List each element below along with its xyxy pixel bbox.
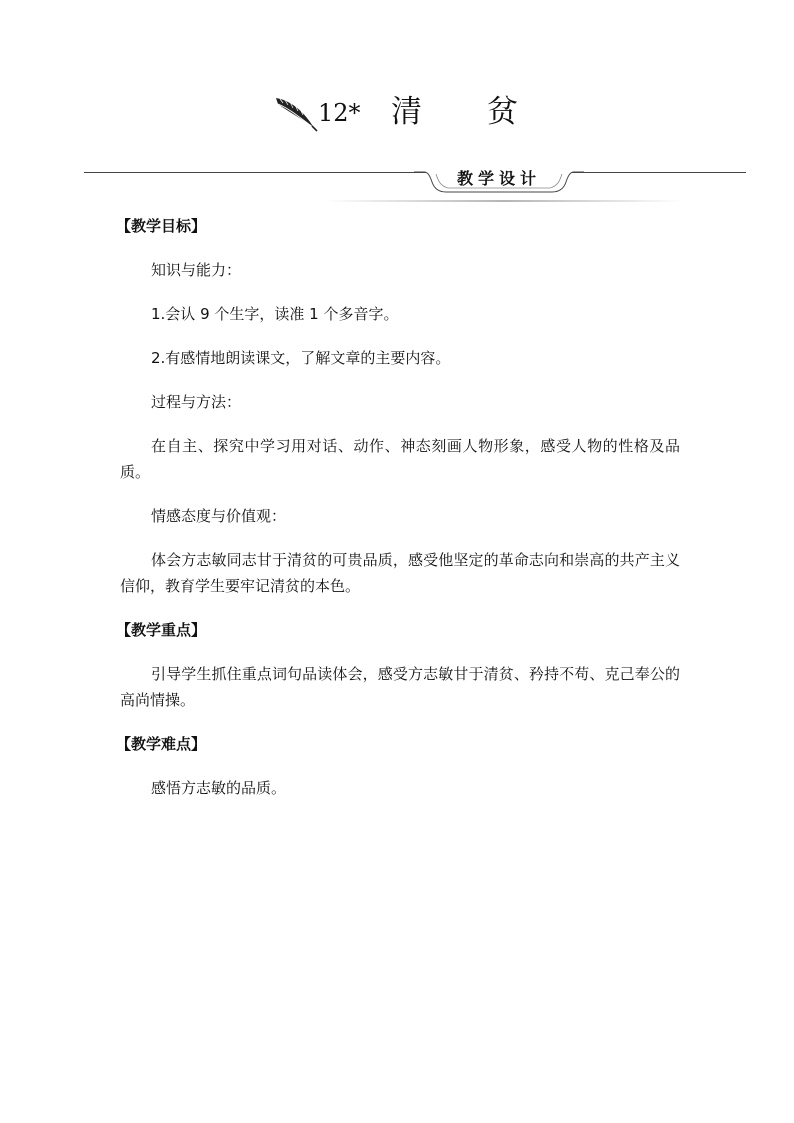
- feather-quill-icon: [274, 94, 318, 132]
- process-label: 过程与方法：: [151, 393, 242, 411]
- banner-shadow: [324, 200, 684, 202]
- lesson-title-char-2: 贫: [487, 94, 518, 130]
- knowledge-label: 知识与能力：: [151, 261, 242, 279]
- difficulties-heading: 【教学难点】: [116, 735, 207, 753]
- emotion-text: 体会方志敏同志甘于清贫的可贵品质，感受他坚定的革命志向和崇高的共产主义信仰，教育学生要牢记清贫的本色。: [120, 551, 680, 595]
- knowledge-item-1: 1.会认 9 个生字，读准 1 个多音字。: [151, 305, 399, 323]
- lesson-number: 12*: [318, 99, 361, 127]
- lesson-content: [116, 213, 680, 819]
- key-points-heading: 【教学重点】: [116, 621, 207, 639]
- lesson-title: [0, 92, 794, 142]
- emotion-label: 情感态度与价值观：: [151, 507, 287, 525]
- objectives-heading: 【教学目标】: [116, 217, 207, 235]
- lesson-title-char-1: 清: [391, 94, 422, 130]
- knowledge-item-2: 2.有感情地朗读课文，了解文章的主要内容。: [151, 349, 451, 367]
- key-points-text: 引导学生抓住重点词句品读体会，感受方志敏甘于清贫、矜持不苟、克己奉公的高尚情操。: [120, 665, 680, 709]
- process-text: 在自主、探究中学习用对话、动作、神态刻画人物形象，感受人物的性格及品质。: [120, 437, 680, 481]
- difficulties-text: 感悟方志敏的品质。: [151, 779, 287, 797]
- banner-label: 教学设计: [456, 169, 541, 188]
- section-banner: [84, 164, 746, 204]
